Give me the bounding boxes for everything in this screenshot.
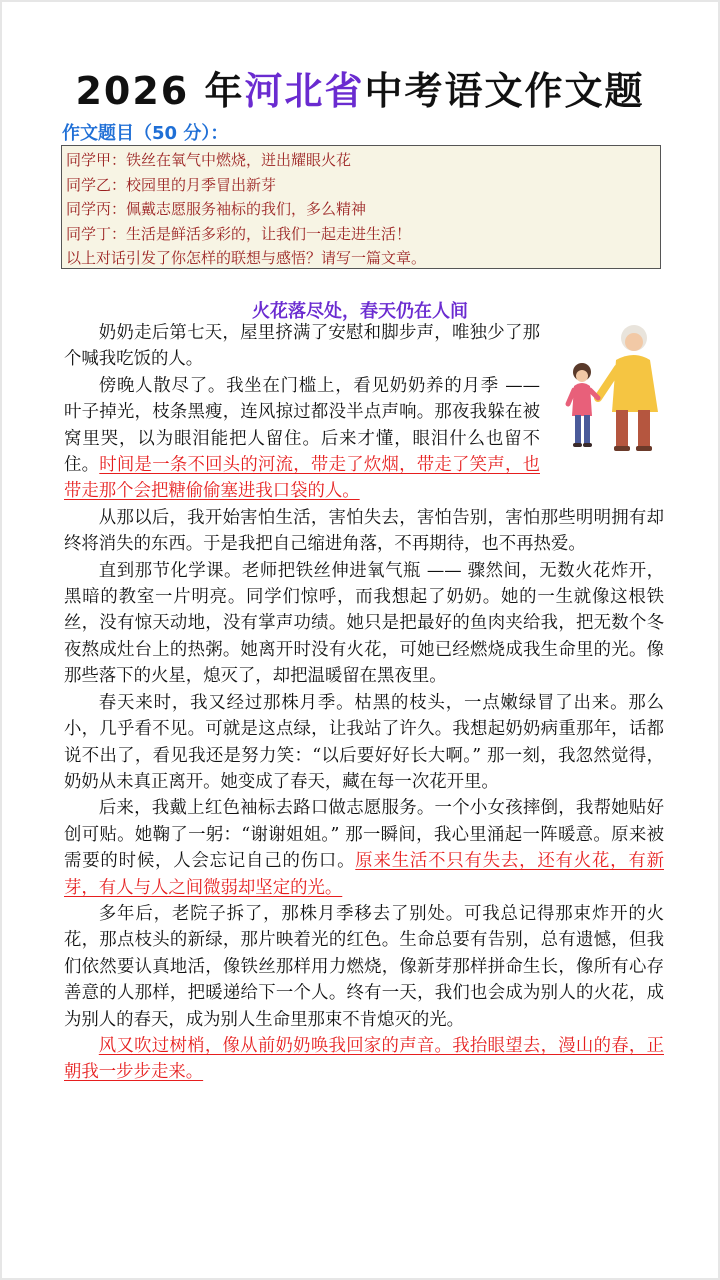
prompt-line: 同学乙：校园里的月季冒出新芽 [66,175,277,194]
highlighted-sentence: 时间是一条不回头的河流，带走了炊烟，带走了笑声，也带走那个会把糖偷偷塞进我口袋的人。 [64,455,540,502]
essay-paragraph: 直到那节化学课。老师把铁丝伸进氧气瓶 —— 骤然间，无数火花炸开，黑暗的教室一片明亮。同学们惊呼，而我想起了奶奶。她的一生就像这根铁丝，没有惊天动地，没有掌声功绩。她只是把最好的鱼肉夹给我，把无数个冬夜熬成灶台上的热粥。她离开时没有火花，可她已经燃烧成我生命里的光。像那些落下的火星，熄灭了，却把温暖留在黑夜里。 [64,560,664,687]
prompt-line: 同学丁：生活是鲜活多彩的，让我们一起走进生活！ [66,224,412,243]
essay-body [64,320,664,1086]
title-suffix: 中考语文作文题 [364,69,645,113]
prompt-label: 作文题目（50 分）： [62,123,229,144]
prompt-line: 同学丙：佩戴志愿服务袖标的我们，多么精神 [66,200,367,218]
essay-text: 傍晚人散尽了。我坐在门槛上，看见奶奶养的月季 —— 叶子掉光，枝条黑瘦，连风掠过都没半点声响。那夜我躲在被窝里哭，以为眼泪能把人留住。后来才懂，眼泪什么也留不住。 [64,375,540,476]
essay-paragraph: 奶奶走后第七天，屋里挤满了安慰和脚步声，唯独少了那个喊我吃饭的人。 [64,323,540,370]
essay-title: 火花落尽处，春天仍在人间 [252,301,468,322]
prompt-line: 同学甲：铁丝在氧气中燃烧，迸出耀眼火花 [66,151,352,169]
highlighted-sentence: 原来生活不只有失去，还有火花，有新芽，有人与人之间微弱却坚定的光。 [64,851,664,898]
prompt-box [61,145,661,269]
title-prefix: 2026 年 [75,69,245,113]
page-title [2,60,718,115]
essay-paragraph: 多年后，老院子拆了，那株月季移去了别处。可我总记得那束炸开的火花，那点枝头的新绿，那片映着光的红色。生命总要有告别，总有遗憾，但我们依然要认真地活，像铁丝那样用力燃烧，像新芽那样拼命生长，像所有心存善意的人那样，把暖递给下一个人。终有一天，我们也会成为别人的火花，成为别人的春天，成为别人生命里那束不肯熄灭的光。 [64,903,664,1030]
prompt-line: 以上对话引发了你怎样的联想与感悟？请写一篇文章。 [66,249,427,267]
title-highlight: 河北省 [244,69,365,113]
essay-text: 后来，我戴上红色袖标去路口做志愿服务。一个小女孩摔倒，我帮她贴好创可贴。她鞠了一躬：“谢谢姐姐。” 那一瞬间，我心里涌起一阵暖意。原来被需要的时候，人会忘记自己的伤口。 [64,798,664,872]
grandmother-child-illustration [546,320,676,460]
essay-paragraph [64,795,664,901]
essay-paragraph: 从那以后，我开始害怕生活，害怕失去，害怕告别，害怕那些明明拥有却终将消失的东西。于是我把自己缩进角落，不再期待，也不再热爱。 [64,507,664,555]
essay-paragraph [64,1033,664,1086]
highlighted-sentence: 风又吹过树梢，像从前奶奶唤我回家的声音。我抬眼望去，漫山的春，正朝我一步步走来。 [64,1035,664,1083]
essay-paragraph: 春天来时，我又经过那株月季。枯黑的枝头，一点嫩绿冒了出来。那么小，几乎看不见。可就是这点绿，让我站了许久。我想起奶奶病重那年，话都说不出了，看见我还是努力笑：“以后要好好长大啊。” 那一刻，我忽然觉得，奶奶从未真正离开。她变成了春天，藏在每一次花开里。 [64,692,664,792]
